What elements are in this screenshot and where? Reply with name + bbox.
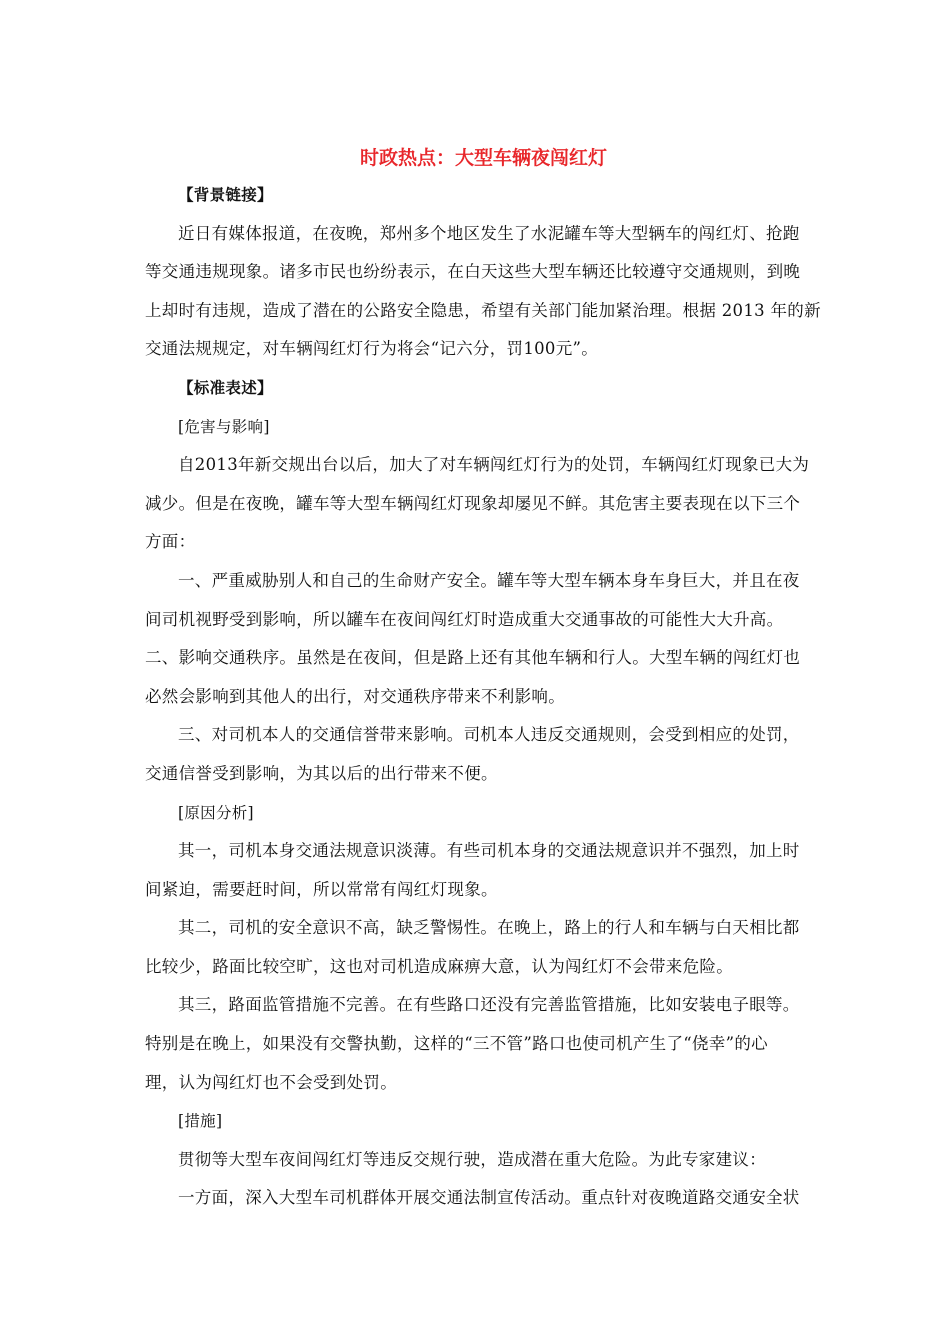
document-title: 时政热点：大型车辆夜闯红灯 [359, 147, 607, 169]
subsection-heading: [危害与影响] [178, 417, 270, 436]
document-body [145, 176, 821, 1218]
paragraph-line: 等交通违规现象。诸多市民也纷纷表示，在白天这些大型车辆还比较遵守交通规则，到晚 [145, 262, 801, 282]
paragraph-line: 二、影响交通秩序。虽然是在夜间，但是路上还有其他车辆和行人。大型车辆的闯红灯也 [145, 648, 801, 668]
paragraph-line: 特别是在晚上，如果没有交警执勤，这样的“三不管”路口也使司机产生了“侥幸”的心 [145, 1034, 768, 1054]
paragraph-line: 上却时有违规，造成了潜在的公路安全隐患，希望有关部门能加紧治理。根据 2013 年的新 [145, 300, 821, 320]
document-content [145, 140, 821, 1218]
paragraph-line: 三、对司机本人的交通信誉带来影响。司机本人违反交通规则，会受到相应的处罚， [178, 725, 800, 745]
paragraph-line: 交通法规规定，对车辆闯红灯行为将会“记六分，罚100元”。 [145, 339, 599, 359]
paragraph-line: 其一，司机本身交通法规意识淡薄。有些司机本身的交通法规意识并不强烈，加上时 [178, 841, 800, 861]
paragraph-line: 方面： [145, 532, 196, 552]
paragraph-line: 交通信誉受到影响，为其以后的出行带来不便。 [145, 763, 498, 783]
section-heading: 【标准表述】 [178, 378, 273, 397]
paragraph-line: 自2013年新交规出台以后，加大了对车辆闯红灯行为的处罚，车辆闯红灯现象已大为 [178, 455, 810, 475]
paragraph-line: 一、严重威胁别人和自己的生命财产安全。罐车等大型车辆本身车身巨大，并且在夜 [178, 570, 800, 590]
subsection-heading: [原因分析] [178, 803, 254, 822]
paragraph-line: 理，认为闯红灯也不会受到处罚。 [145, 1072, 397, 1092]
paragraph-line: 间紧迫，需要赶时间，所以常常有闯红灯现象。 [145, 879, 498, 899]
paragraph-line: 间司机视野受到影响，所以罐车在夜间闯红灯时造成重大交通事故的可能性大大升高。 [145, 609, 784, 629]
paragraph-line: 贯彻等大型车夜间闯红灯等违反交规行驶，造成潜在重大危险。为此专家建议： [178, 1149, 766, 1169]
paragraph-line: 近日有媒体报道，在夜晚，郑州多个地区发生了水泥罐车等大型辆车的闯红灯、抢跑 [178, 223, 800, 243]
paragraph-line: 一方面，深入大型车司机群体开展交通法制宣传活动。重点针对夜晚道路交通安全状 [178, 1188, 800, 1208]
section-heading: 【背景链接】 [178, 186, 273, 204]
paragraph-line: 必然会影响到其他人的出行，对交通秩序带来不利影响。 [145, 686, 565, 706]
paragraph-line: 减少。但是在夜晚，罐车等大型车辆闯红灯现象却屡见不鲜。其危害主要表现在以下三个 [145, 493, 801, 513]
paragraph-line: 其三，路面监管措施不完善。在有些路口还没有完善监管措施，比如安装电子眼等。 [178, 995, 800, 1015]
paragraph-line: 比较少，路面比较空旷，这也对司机造成麻痹大意，认为闯红灯不会带来危险。 [145, 956, 733, 976]
subsection-heading: [措施] [178, 1112, 223, 1131]
paragraph-line: 其二，司机的安全意识不高，缺乏警惕性。在晚上，路上的行人和车辆与白天相比都 [178, 918, 800, 938]
